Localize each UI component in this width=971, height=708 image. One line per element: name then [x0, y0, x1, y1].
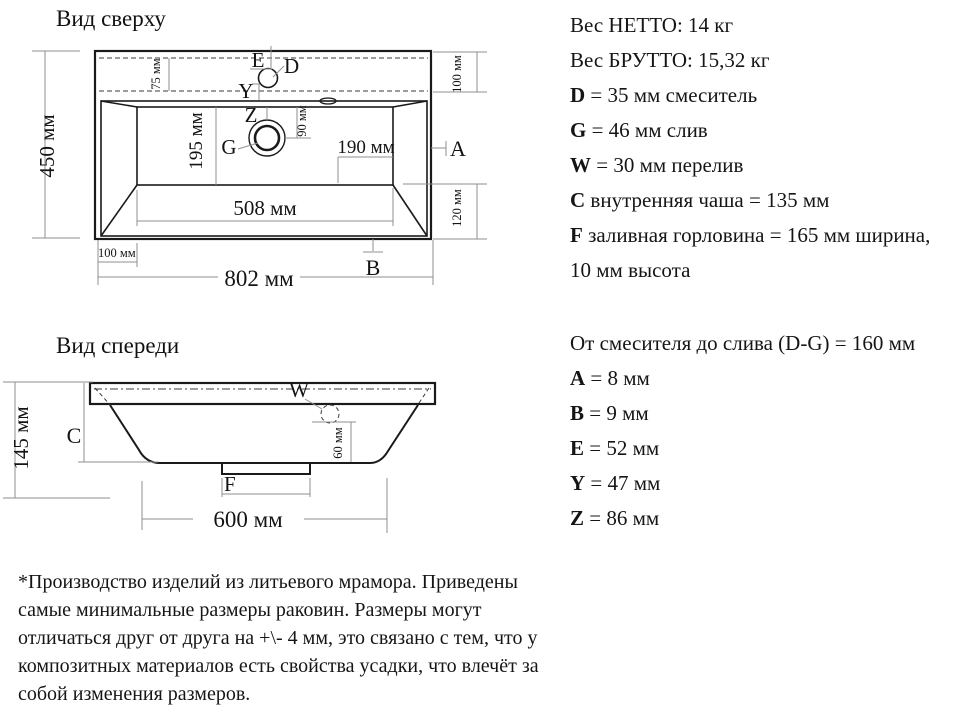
spec-text: = 46 мм слив: [586, 118, 708, 142]
spec-text: заливная горловина = 165 мм ширина,: [582, 223, 931, 247]
spec-text: От смесителя до слива (D-G) = 160 мм: [570, 331, 916, 355]
spec-key: B: [570, 401, 585, 425]
dim-120: 120 мм: [450, 189, 464, 227]
dim-195: 195 мм: [186, 112, 207, 170]
spec-key: F: [570, 223, 583, 247]
spec-key: W: [570, 153, 591, 177]
dim-75: 75 мм: [149, 58, 163, 90]
drain-hole: [255, 126, 279, 150]
front-view-rim: [90, 383, 435, 404]
dim-145: 145 мм: [9, 406, 33, 470]
front-view-title: Вид спереди: [56, 333, 180, 358]
label-A: A: [450, 136, 466, 161]
label-F: F: [224, 472, 236, 496]
label-D: D: [284, 54, 300, 78]
spec-text: = 86 мм: [584, 506, 660, 530]
dim-190: 190 мм: [337, 137, 395, 158]
dim-60: 60 мм: [331, 427, 345, 459]
spec-text: = 8 мм: [585, 366, 650, 390]
spec-key: G: [570, 118, 587, 142]
dim-508: 508 мм: [233, 196, 297, 220]
dim-100-right: 100 мм: [450, 55, 464, 93]
label-E: E: [251, 48, 265, 72]
label-W: W: [289, 378, 309, 402]
spec-text: = 9 мм: [584, 401, 649, 425]
footnote-line: отличаться друг от друга на +\- 4 мм, это связано с тем, что у: [18, 627, 538, 649]
spec-text: = 52 мм: [584, 436, 660, 460]
overflow-hole-front-view: [321, 405, 339, 423]
spec-key: C: [570, 188, 586, 212]
spec-line: [570, 466, 965, 501]
spec-line: [570, 43, 965, 78]
dim-450: 450 мм: [35, 114, 59, 178]
footnote-line: собой изменения размеров.: [18, 683, 251, 705]
dim-802: 802 мм: [224, 266, 294, 291]
spec-line: [570, 326, 965, 361]
spec-text: внутренняя чаша = 135 мм: [585, 188, 830, 212]
top-view-drawing: [32, 46, 487, 291]
specs-block-offsets: [570, 326, 965, 536]
spec-line: [570, 218, 965, 253]
specs-block-weights: [570, 8, 965, 288]
dim-600: 600 мм: [213, 507, 283, 532]
spec-key: E: [570, 436, 585, 460]
spec-text: Вес БРУТТО: 15,32 кг: [570, 48, 770, 72]
spec-line: [570, 501, 965, 536]
footnote-line: самые минимальные размеры раковин. Размеры могут: [18, 599, 482, 621]
spec-line: [570, 148, 965, 183]
label-B: B: [365, 255, 381, 280]
spec-line: [570, 183, 965, 218]
label-Z: Z: [244, 103, 258, 127]
spec-line: [570, 396, 965, 431]
spec-key: Y: [570, 471, 586, 495]
spec-line: [570, 361, 965, 396]
spec-text: 10 мм высота: [570, 258, 691, 282]
dim-90: 90 мм: [295, 105, 309, 137]
spec-key: A: [570, 366, 586, 390]
spec-line: [570, 253, 965, 288]
spec-line: [570, 78, 965, 113]
footnote-line: *Производство изделий из литьевого мрамора. Приведены: [18, 571, 518, 593]
label-G: G: [221, 135, 237, 159]
label-C: C: [66, 423, 82, 448]
spec-line: [570, 8, 965, 43]
spec-text: Вес НЕТТО: 14 кг: [570, 13, 734, 37]
bowl-profile: [110, 405, 418, 463]
footnote: [18, 568, 618, 708]
front-view-drawing: [3, 378, 435, 533]
spec-line: [570, 113, 965, 148]
spec-line: [570, 431, 965, 466]
footnote-line: композитных материалов есть свойства усадки, что влечёт за: [18, 655, 539, 677]
dim-100-bottom-left: 100 мм: [98, 246, 136, 260]
sink-technical-drawing: [0, 0, 500, 560]
top-view-title: Вид сверху: [56, 6, 166, 31]
spec-text: = 30 мм перелив: [591, 153, 744, 177]
spec-text: = 35 мм смеситель: [585, 83, 758, 107]
spec-key: Z: [570, 506, 585, 530]
spec-text: = 47 мм: [585, 471, 661, 495]
label-Y: Y: [238, 79, 254, 103]
spec-key: D: [570, 83, 586, 107]
